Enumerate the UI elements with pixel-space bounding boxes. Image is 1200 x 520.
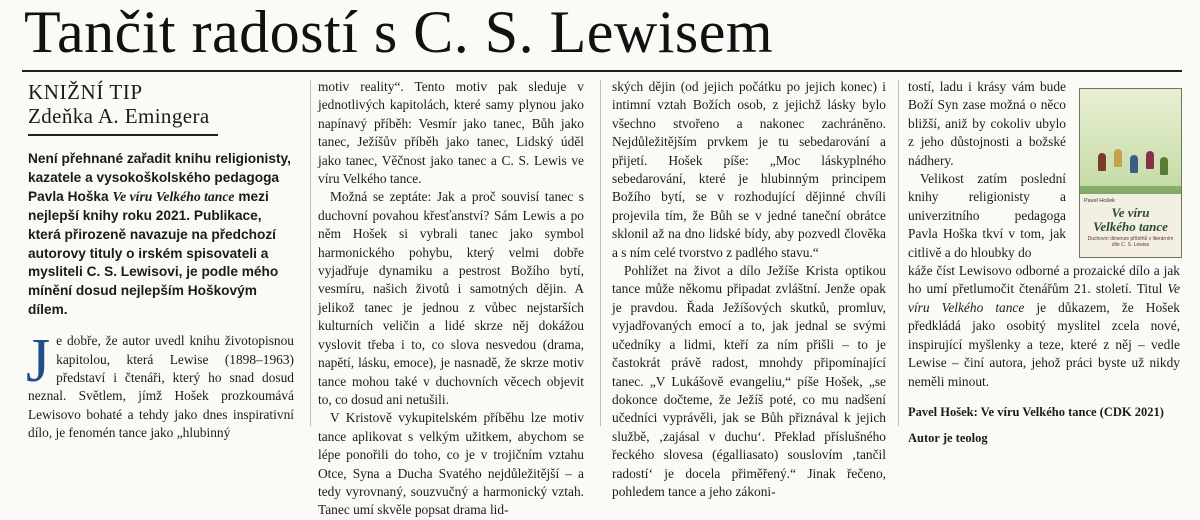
cover-title-line-2: Velkého tance [1093, 219, 1168, 234]
body-paragraph: ských dějin (od jejich počátku po jejich konec) i intimní vztah Božích osob, z jejichž lásky bylo všechno stvořeno a nakonec zachráněno. Nejdůležitějším prvkem je tu sebedarování a přijetí. Hošek píše: „Moc láskyplného sebedarování, které je hlubinným principem Božího bytí, se v rozhodující dějinné chvíli projevila tím, že Bůh se v jedné taneční obrátce sklonil až na dno lidské bídy, aby pozvedl člověka a s ním celé tvorstvo z padlého stavu.“ [612, 79, 886, 260]
cover-author: Pavel Hošek [1084, 198, 1115, 204]
byline: Zdeňka A. Emingera [28, 104, 210, 128]
lead-book-title: Ve víru Velkého tance [112, 188, 235, 204]
dancer-figure [1160, 157, 1168, 175]
column-2 [318, 78, 584, 520]
body-paragraph: Velikost zatím poslední knihy religionisty a univerzitního pedagoga Pavla Hoška tkví v tom, jak citlivě a do hloubky do [908, 171, 1066, 260]
lead-paragraph [28, 150, 294, 320]
book-caption: Pavel Hošek: Ve víru Velkého tance (CDK 2021) [908, 404, 1164, 419]
column-divider [898, 80, 899, 426]
dancer-figure [1098, 153, 1106, 171]
body-paragraph: Možná se zeptáte: Jak a proč souvisí tanec s duchovní povahou křesťanství? Sám Lewis a po něm Hošek si vybrali tanec jako symbol harmonického pohybu, který velmi dobře vyjadřuje dynamiku a pestrost Božího bytí, vesmíru, našich životů i samotných dějin. A jelikož tanec je jednou z vůbec nejstarších kulturních veličin a lidé skrze něj dokážou vyslovit třeba i to, co slova nesvedou (drama, napětí, lásku, emoce), je nasnadě, že skrze motiv tance mohou také v duchovních věcech objevit to, co dosud ani netušili. [318, 189, 584, 407]
dropcap: J [26, 327, 51, 396]
wrapped-text [908, 78, 1066, 262]
cover-title-line-1: Ve víru [1111, 205, 1150, 220]
body-text: je důkazem, že Hošek předkládá jako osobitý myslitel zcela nové, inspirující myšlenky a teze, které z něj – vedle Lewise – činí autora, jehož práci byste už nikdy neměli minout. [908, 299, 1180, 389]
body-paragraph-1 [26, 327, 294, 442]
lead-text-2: mezi nejlepší knihy roku 2021. Publikace, která přirozeně navazuje na předchozí autorovy tituly o irském spisovateli a mysliteli C. S. Lewisovi, je podle mého mínění dosud nejlepším Hoškovým dílem. [28, 188, 279, 318]
body-paragraph: Pohlížet na život a dílo Ježíše Krista optikou tance může někomu připadat zvláštní. Jenže opak je pravdou. Řada Ježíšových skutků, promluv, vyjadřovaných emocí a to, jak jednal se svými učedníky a lidmi, kteří za ním přišli – to je častokrát právě radost, mnohdy připomínající tanec. „V Lukášově evangeliu,“ píše Hošek, „se dokonce dočteme, že Ježíš poté, co mu nadšení učedníci vyprávěli, jak se Bůh přiznával k jejich službě, ‚zajásal v duchu‘. Překlad příslušného řeckého slovesa (égalliasato) souslovím ‚tančil radostí‘ je docela přiměřený.“ Jinak řečeno, pohledem tance a jeho zákoni- [612, 263, 886, 499]
cover-title [1080, 206, 1181, 234]
dancer-figure [1130, 155, 1138, 173]
column-divider [310, 80, 311, 426]
headline-rule [22, 70, 1182, 72]
body-text-1: e dobře, že autor uvedl knihu životopisnou kapitolou, která Lewise (1898–1963) představí i čtenáři, který ho snad dosud neznal. Světlem, jímž Hošek prozkoumává Lewisovo bohaté a tehdy jako dnes inspirativní dílo, je fenomén tance jako „hlubinný [28, 333, 294, 441]
book-cover-image [1079, 88, 1182, 258]
column-3 [612, 78, 886, 501]
author-note: Autor je teolog [908, 431, 988, 446]
body-paragraph [908, 262, 1180, 391]
lead-text-1: Není přehnané zařadit knihu religionisty, kazatele a vysokoškolského pedagoga Pavla Hoška [28, 151, 291, 204]
dancer-figure [1114, 149, 1122, 167]
body-paragraph: motiv reality“. Tento motiv pak sleduje v jednotlivých kapitolách, které samy plynou jako napínavý příběh: Vesmír jako tanec, Bůh jako tanec, Ježíšův příběh jako tanec, Lidský úděl jako tanec, Věčnost jako tanec a C. S. Lewis ve víru Velkého tance. [318, 79, 584, 187]
cover-subtitle: Duchovní dimenze příběhů v literárním díle C. S. Lewise [1087, 236, 1174, 248]
column-divider [600, 80, 601, 426]
column-1 [28, 78, 294, 443]
body-text: káže číst Lewisovo odborné a prozaické dílo a jak ho umí přetlumočit čtenářům 21. století. Titul [908, 263, 1180, 297]
book-title: Ve víru Velkého tance [908, 281, 1180, 315]
headline: Tančit radostí s C. S. Lewisem [24, 0, 774, 65]
kicker: KNIŽNÍ TIP [28, 80, 143, 104]
body-paragraph: V Kristově vykupitelském příběhu lze motiv tance aplikovat s velkým užitkem, abychom se lépe ponořili do toho, co je v trojičním vztahu Otce, Syna a Ducha Svatého nejdůležitější – a tedy vyrovnaný, souzvučný a harmonický vztah. Tanec umí skvěle popsat drama lid- [318, 410, 584, 518]
byline-rule [28, 134, 218, 136]
body-paragraph: tostí, ladu i krásy vám bude Boží Syn zase možná o něco bližší, aniž by cokoliv ubylo z jeho důstojnosti a božské nádhery. [908, 79, 1066, 168]
dancer-figure [1146, 151, 1154, 169]
